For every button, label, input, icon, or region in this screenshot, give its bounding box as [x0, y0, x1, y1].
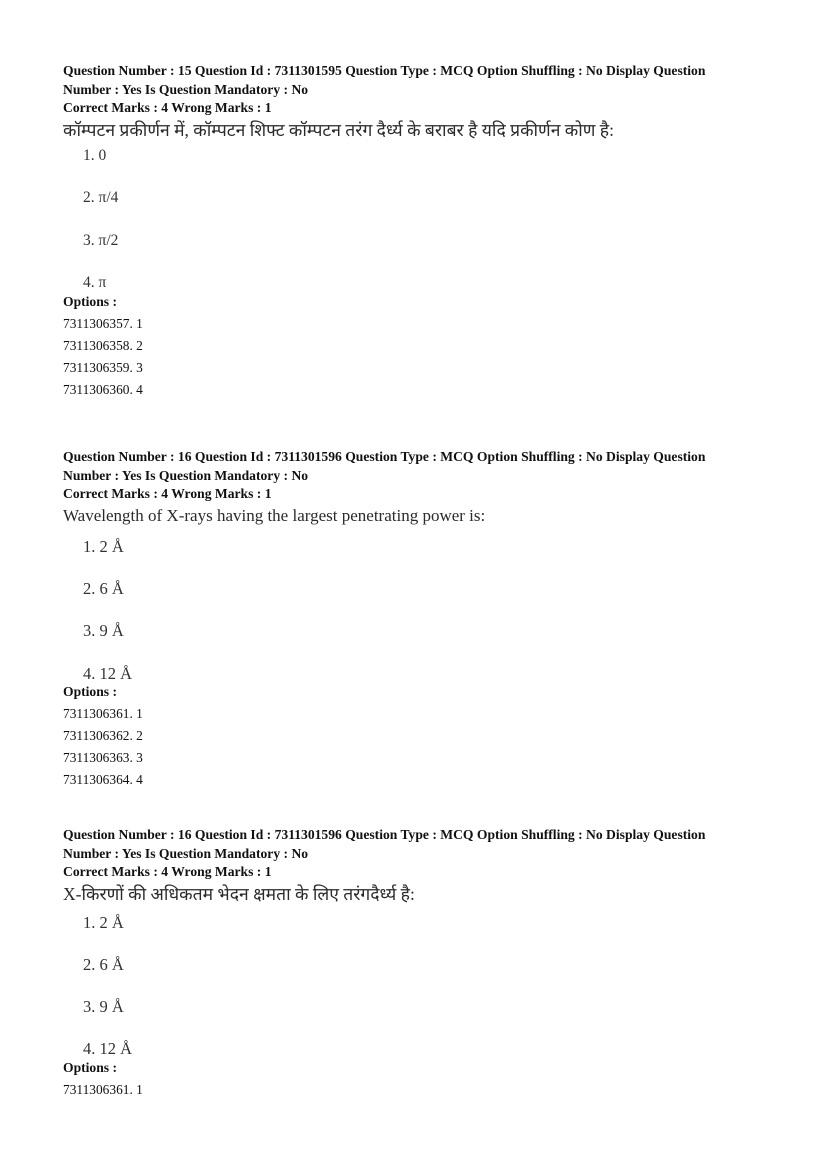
option-row: 7311306364. 4	[63, 771, 143, 787]
question-block-16-hi	[63, 826, 763, 1097]
question-marks: Correct Marks : 4 Wrong Marks : 1	[63, 864, 272, 880]
choice-3: 3. π/2	[83, 231, 119, 249]
question-text: कॉम्पटन प्रकीर्णन में, कॉम्पटन शिफ्ट कॉम्पटन तरंग दैर्ध्य के बराबर है यदि प्रकीर्णन कोण है:	[63, 119, 614, 140]
option-row: 7311306361. 1	[63, 1081, 143, 1097]
choice-1: 1. 2 Å	[83, 536, 124, 556]
question-meta-line1: Question Number : 16 Question Id : 7311301596 Question Type : MCQ Option Shuffling : No Display Question	[63, 827, 706, 842]
question-text: Wavelength of X-rays having the largest penetrating power is:	[63, 505, 486, 525]
choice-2: 2. π/4	[83, 188, 119, 206]
option-row: 7311306362. 2	[63, 727, 143, 743]
option-row: 7311306359. 3	[63, 359, 143, 375]
option-row: 7311306357. 1	[63, 315, 143, 331]
question-meta-line1: Question Number : 16 Question Id : 7311301596 Question Type : MCQ Option Shuffling : No Display Question	[63, 449, 706, 464]
question-meta-line2: Number : Yes Is Question Mandatory : No	[63, 81, 309, 97]
option-row: 7311306361. 1	[63, 705, 143, 721]
choice-3: 3. 9 Å	[83, 996, 124, 1016]
choice-4: 4. 12 Å	[83, 663, 133, 683]
option-row: 7311306360. 4	[63, 381, 143, 397]
question-meta-line1: Question Number : 15 Question Id : 7311301595 Question Type : MCQ Option Shuffling : No Display Question	[63, 63, 706, 78]
choice-1: 1. 2 Å	[83, 912, 124, 932]
question-meta-line2: Number : Yes Is Question Mandatory : No	[63, 845, 309, 861]
question-block-15	[63, 62, 763, 397]
question-marks: Correct Marks : 4 Wrong Marks : 1	[63, 100, 272, 116]
choice-1: 1. 0	[83, 146, 107, 164]
option-row: 7311306363. 3	[63, 749, 143, 765]
question-marks: Correct Marks : 4 Wrong Marks : 1	[63, 486, 272, 502]
question-text: X-किरणों की अधिकतम भेदन क्षमता के लिए तरंगदैर्ध्य है:	[63, 883, 415, 904]
choice-4: 4. 12 Å	[83, 1038, 133, 1058]
options-label: Options :	[63, 683, 118, 699]
question-block-16-en	[63, 448, 763, 787]
choice-4: 4. π	[83, 273, 107, 291]
options-label: Options :	[63, 293, 118, 309]
options-label: Options :	[63, 1059, 118, 1075]
choice-3: 3. 9 Å	[83, 620, 124, 640]
choice-2: 2. 6 Å	[83, 954, 124, 974]
choice-2: 2. 6 Å	[83, 578, 124, 598]
option-row: 7311306358. 2	[63, 337, 143, 353]
question-meta-line2: Number : Yes Is Question Mandatory : No	[63, 467, 309, 483]
